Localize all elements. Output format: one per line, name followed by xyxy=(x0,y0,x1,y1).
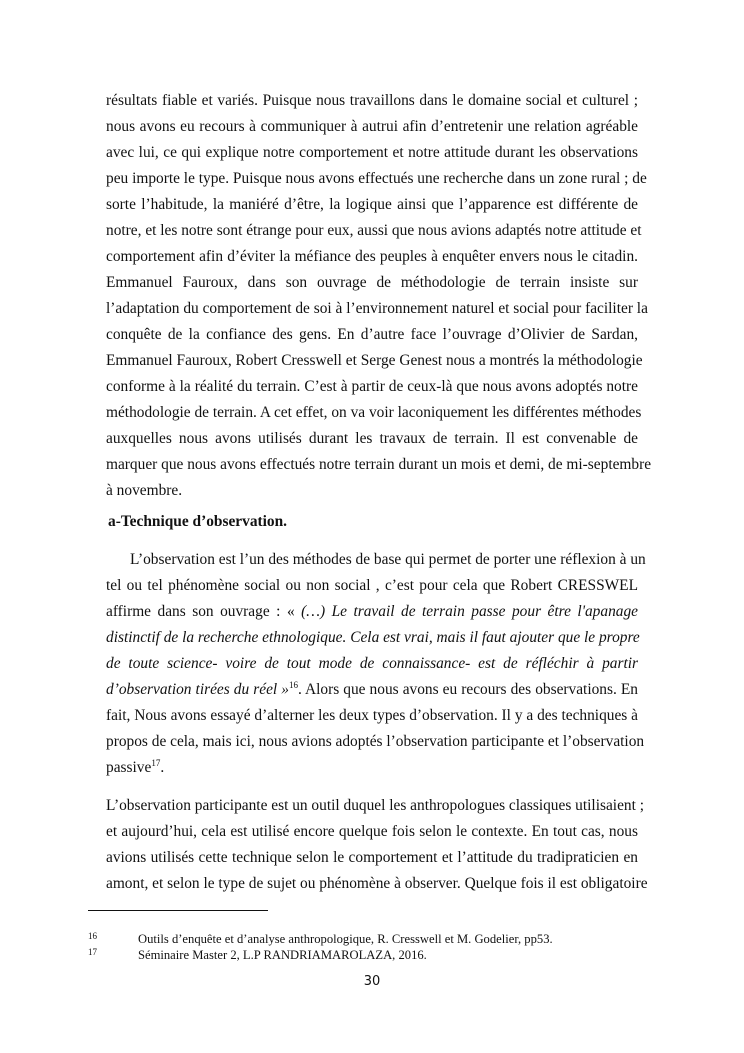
paragraph-line: nous avons eu recours à communiquer à autrui afin d’entretenir une relation agréable xyxy=(106,118,638,135)
quote-intro: affirme dans son ouvrage : « xyxy=(106,603,302,620)
paragraph-line: auxquelles nous avons utilisés durant les travaux de terrain. Il est convenable de xyxy=(106,430,638,447)
paragraph-line: peu importe le type. Puisque nous avons effectués une recherche dans un zone rural ; de xyxy=(106,170,647,187)
paragraph-line: résultats fiable et variés. Puisque nous travaillons dans le domaine social et culturel ; xyxy=(106,92,638,109)
footnote-ref[interactable]: 16 xyxy=(288,679,298,690)
paragraph-line: sorte l’habitude, la maniéré d’être, la logique ainsi que l’apparence est différente de xyxy=(106,196,638,213)
paragraph-line: Emmanuel Fauroux, Robert Cresswell et Serge Genest nous a montrés la méthodologie xyxy=(106,352,643,369)
footnote-text: Séminaire Master 2, L.P RANDRIAMAROLAZA, 2016. xyxy=(138,948,427,962)
paragraph-line: l’adaptation du comportement de soi à l’environnement naturel et social pour faciliter la xyxy=(106,300,648,317)
paragraph-line: fait, Nous avons essayé d’alterner les deux types d’observation. Il y a des techniques à xyxy=(106,707,638,724)
footnote-number: 16 xyxy=(88,931,97,941)
page-number: 30 xyxy=(363,974,381,989)
paragraph-line xyxy=(106,677,638,703)
paragraph-line: Emmanuel Fauroux, dans son ouvrage de méthodologie de terrain insiste sur xyxy=(106,274,638,291)
paragraph-line: conforme à la réalité du terrain. C’est à partir de ceux-là que nous avons adoptés notre xyxy=(106,378,638,395)
quote-line: distinctif de la recherche ethnologique. Cela est vrai, mais il faut ajouter que le propre xyxy=(106,629,640,646)
paragraph-line: marquer que nous avons effectués notre terrain durant un mois et demi, de mi-septembre xyxy=(106,456,652,473)
paragraph-line: comportement afin d’éviter la méfiance des peuples à enquêter envers nous le citadin. xyxy=(106,248,638,265)
paragraph-line: amont, et selon le type de sujet ou phénomène à observer. Quelque fois il est obligatoire xyxy=(106,875,648,892)
paragraph-line: propos de cela, mais ici, nous avions adoptés l’observation participante et l’observation xyxy=(106,733,645,750)
footnote-text: Outils d’enquête et d’analyse anthropologique, R. Cresswell et M. Godelier, pp53. xyxy=(138,932,553,946)
paragraph-text: . Alors que nous avons eu recours des observations. En xyxy=(297,681,638,698)
paragraph-line: et aujourd’hui, cela est utilisé encore quelque fois selon le contexte. En tout cas, nous xyxy=(106,823,638,840)
paragraph-line: L’observation participante est un outil duquel les anthropologues classiques utilisaient ; xyxy=(106,797,644,814)
paragraph-text: . xyxy=(160,759,165,776)
quote-text: (…) Le travail de terrain passe pour être l'apanage xyxy=(301,603,638,620)
section-heading: a-Technique d’observation. xyxy=(108,513,288,530)
paragraph-line xyxy=(106,755,638,781)
footnote-number: 17 xyxy=(88,947,97,957)
footnote-ref[interactable]: 17 xyxy=(151,757,161,768)
quote-end: d’observation tirées du réel » xyxy=(106,681,289,698)
paragraph-line: avec lui, ce qui explique notre comportement et notre attitude durant les observations xyxy=(106,144,638,161)
paragraph-line: L’observation est l’un des méthodes de base qui permet de porter une réflexion à un xyxy=(130,551,646,568)
paragraph-text: passive xyxy=(106,759,152,776)
paragraph-line: méthodologie de terrain. A cet effet, on va voir laconiquement les différentes méthodes xyxy=(106,404,642,421)
paragraph-line: avions utilisés cette technique selon le comportement et l’attitude du tradipraticien en xyxy=(106,849,638,866)
paragraph-line: tel ou tel phénomène social ou non social , c’est pour cela que Robert CRESSWEL xyxy=(106,577,638,594)
paragraph-line: conquête de la confiance des gens. En d’autre face l’ouvrage d’Olivier de Sardan, xyxy=(106,326,638,343)
paragraph-line xyxy=(106,599,638,625)
quote-line: de toute science- voire de tout mode de connaissance- est de réfléchir à partir xyxy=(106,655,638,672)
paragraph-line: notre, et les notre sont étrange pour eux, aussi que nous avions adaptés notre attitude et xyxy=(106,222,642,239)
footnote-separator xyxy=(88,910,268,911)
paragraph-line: à novembre. xyxy=(106,482,183,499)
